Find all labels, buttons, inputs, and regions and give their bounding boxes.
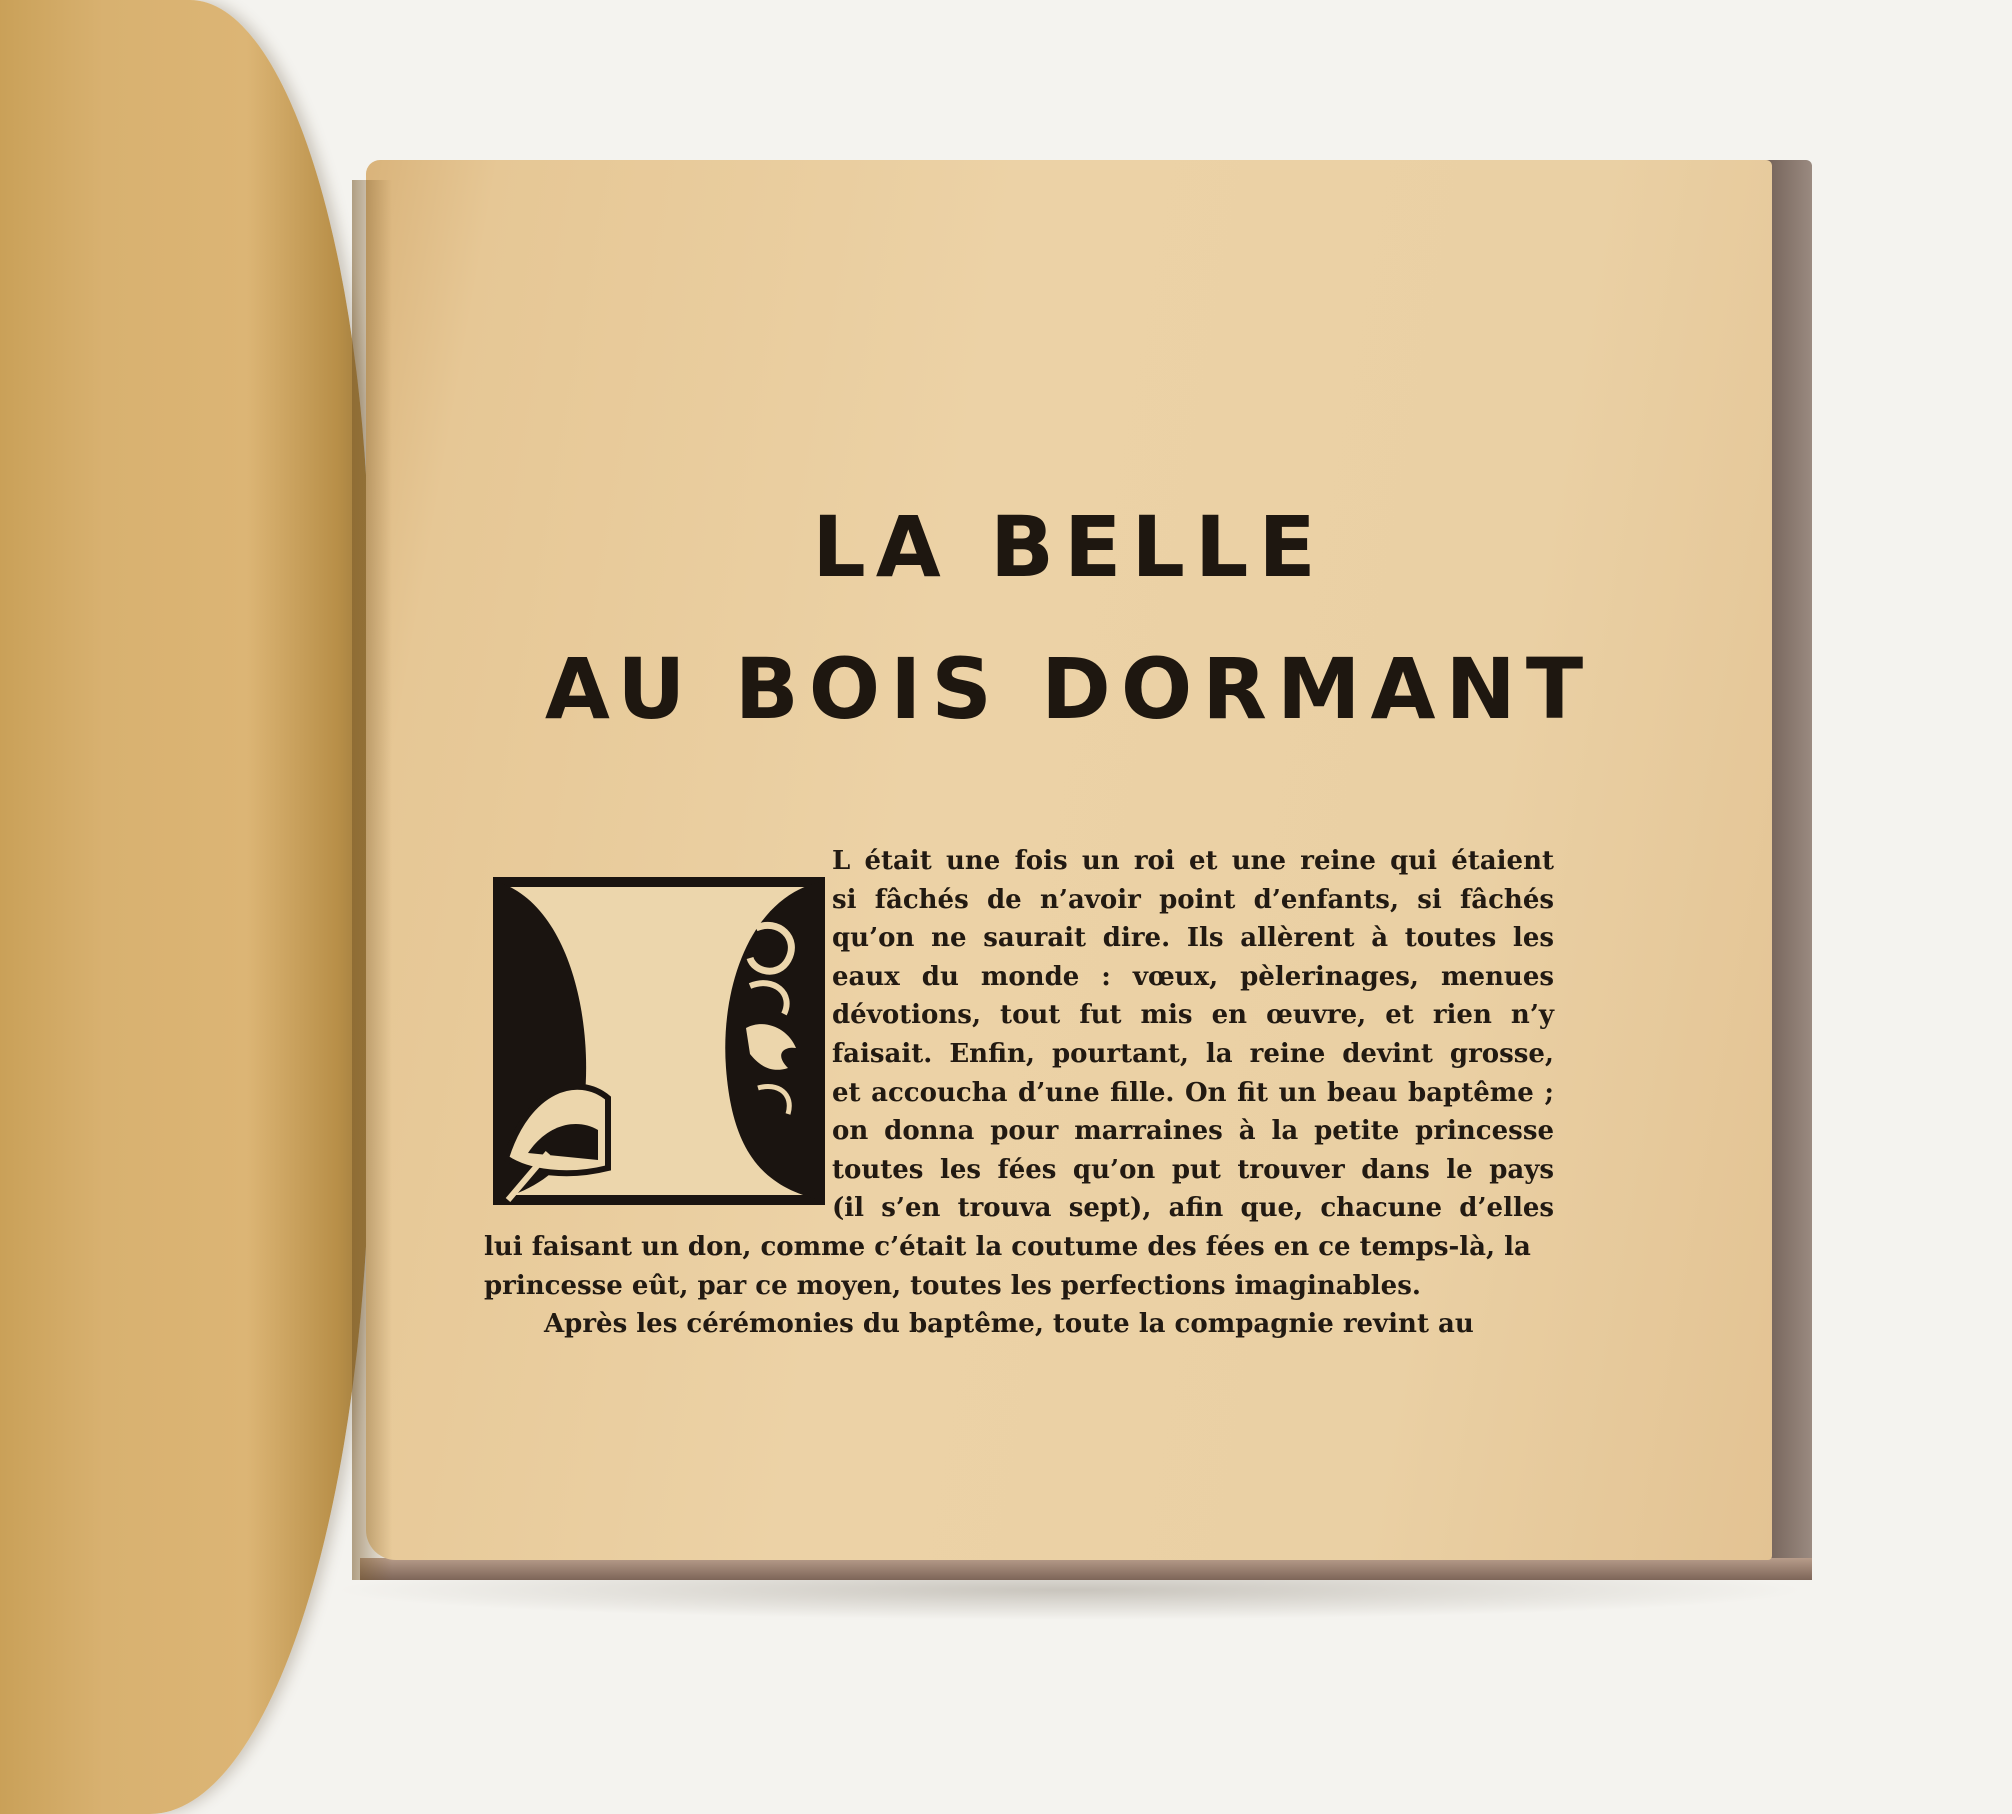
text-line: eaux du monde : vœux, pèlerinages, menues	[832, 961, 1554, 992]
text-line: faisait. Enfin, pourtant, la reine devint grosse,	[832, 1038, 1554, 1069]
paragraph-1-narrow	[832, 842, 1554, 1228]
text-line: toutes les fées qu’on put trouver dans le pays	[832, 1154, 1554, 1185]
text-line: (il s’en trouva sept), afin que, chacune d’elles	[832, 1193, 1554, 1224]
dropcap-illustration	[488, 868, 828, 1208]
text-line: lui faisant un don, comme c’était la coutume des fées en ce temps-là, la	[484, 1232, 1531, 1262]
text-line: si fâchés de n’avoir point d’enfants, si fâchés	[832, 884, 1554, 915]
paragraph-1-wide	[484, 1228, 1568, 1344]
book-cover-bottom-edge	[360, 1558, 1812, 1580]
book-gutter	[352, 180, 392, 1580]
text-line: et accoucha d’une fille. On fit un beau baptême ;	[832, 1077, 1554, 1108]
title-line-2: AU BOIS DORMANT	[544, 640, 1594, 738]
title-line-1: LA BELLE	[812, 498, 1326, 596]
left-page	[0, 0, 370, 1814]
text-line: qu’on ne saurait dire. Ils allèrent à toutes les	[832, 923, 1554, 954]
text-line: dévotions, tout fut mis en œuvre, et rien n’y	[832, 1000, 1554, 1031]
text-line: princesse eût, par ce moyen, toutes les perfections imaginables.	[484, 1270, 1421, 1301]
paragraph-2-line: Après les cérémonies du baptême, toute la compagnie revint au	[544, 1309, 1474, 1340]
text-line: on donna pour marraines à la petite princesse	[832, 1116, 1554, 1147]
text-line: L était une fois un roi et une reine qui étaient	[832, 846, 1554, 876]
